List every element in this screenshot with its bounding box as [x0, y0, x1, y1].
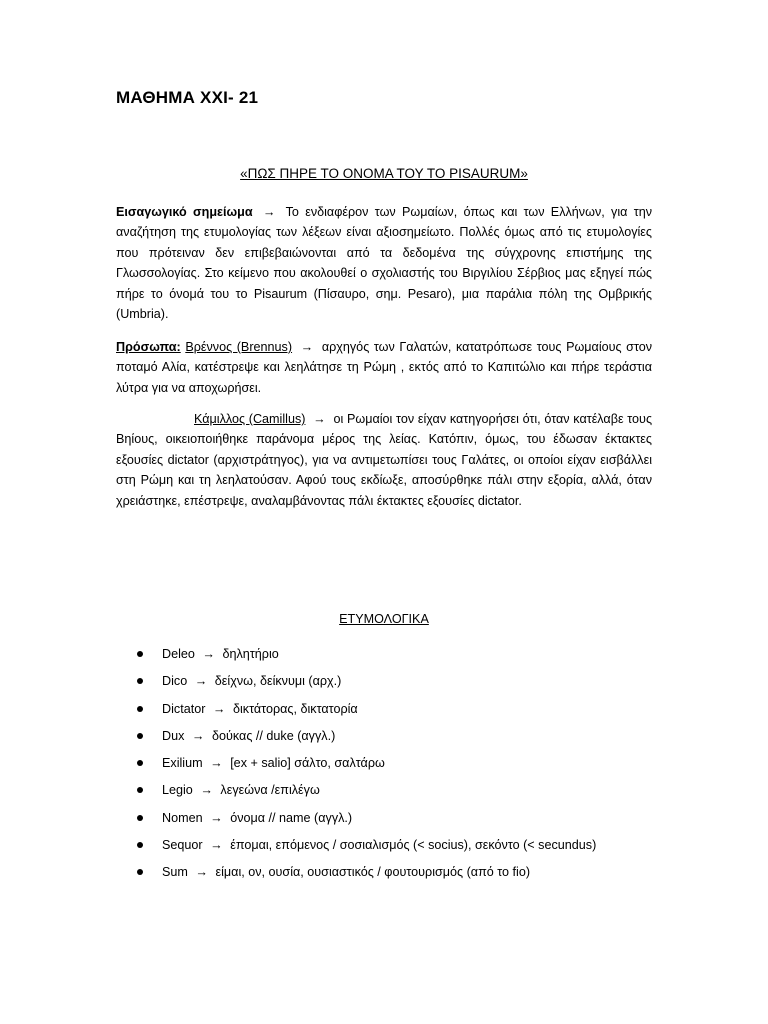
- bullet-icon: [137, 678, 143, 684]
- bullet-icon: [137, 842, 143, 848]
- arrow-icon: →: [194, 674, 208, 689]
- latin-word: Exilium: [162, 756, 203, 771]
- list-item: [116, 699, 652, 726]
- list-item: [116, 644, 652, 671]
- greek-derivatives: δούκας // duke (αγγλ.): [212, 728, 336, 743]
- arrow-icon: →: [200, 783, 213, 798]
- camillus-name: Κάμιλλος (Camillus): [194, 412, 306, 426]
- latin-word: Dico: [162, 674, 188, 689]
- bullet-icon: [137, 869, 143, 875]
- greek-derivatives: είμαι, ον, ουσία, ουσιαστικός / φουτουρισμός (από το fio): [215, 865, 531, 880]
- camillus-text: οι Ρωμαίοι τον είχαν κατηγορήσει ότι, όταν κατέλαβε τους Βηίους, οικειοποιήθηκε παράνομα μέρος της λείας. Κατόπιν, όμως, του έδωσαν έκτακτες εξουσίες dictator (αρχιστράτηγος), για να αντιμετωπίσει τους Γαλάτες, οι οποίοι είχαν εισβάλλει στη Ρώμη και τη λεηλατούσαν. Αφού τους εκδίωξε, αποσύρθηκε πάλι στην εξορία, αλλά, όταν χρειάστηκε, επέστρεψε, αναλαμβάνοντας πάλι έκτακτες εξουσίες dictator.: [116, 412, 653, 508]
- brennus-paragraph: [116, 337, 652, 398]
- bullet-icon: [137, 733, 143, 739]
- arrow-icon: →: [313, 412, 326, 426]
- greek-derivatives: έπομαι, επόμενος / σοσιαλισμός (< socius), σεκόντο (< secundus): [230, 838, 597, 853]
- bullet-icon: [137, 760, 143, 766]
- brennus-text: αρχηγός των Γαλατών, κατατρόπωσε τους Ρωμαίους στον ποταμό Αλία, κατέστρεψε και λεηλάτησε τη Ρώμη , εκτός από το Καπιτώλιο και πήρε τεράστια λύτρα για να αποχωρήσει.: [116, 340, 653, 395]
- latin-word: Nomen: [162, 810, 203, 825]
- latin-word: Dux: [162, 728, 185, 743]
- document-title: «ΠΩΣ ΠΗΡΕ ΤΟ ΟΝΟΜΑ ΤΟΥ ΤΟ PISAURUM»: [240, 166, 528, 181]
- lesson-heading: ΜΑΘΗΜΑ XXI- 21: [116, 88, 259, 107]
- greek-derivatives: δείχνω, δείκνυμι (αρχ.): [214, 674, 342, 689]
- list-item: [116, 808, 652, 835]
- intro-paragraph: [116, 202, 652, 324]
- arrow-icon: →: [191, 728, 205, 743]
- arrow-icon: →: [202, 647, 215, 661]
- bullet-icon: [137, 815, 143, 821]
- list-item: [116, 726, 652, 753]
- latin-word: Deleo: [162, 647, 195, 661]
- list-item: [116, 835, 652, 862]
- intro-text: Το ενδιαφέρον των Ρωμαίων, όπως και των Ελλήνων, για την αναζήτηση της ετυμολογίας των λέξεων είναι αξιοσημείωτο. Πολλές όμως από τις ετυμολογίες που πρότειναν δεν επιβεβαιώνονται από τα δεδομένα της σύγχρονης επιστήμης της Γλωσσολογίας. Στο κείμενο που ακολουθεί ο σχολιαστής του Βιργιλίου Σέρβιος μας εξηγεί πώς πήρε το όνομά του το Pisaurum (Πίσαυρο, σημ. Pesaro), μια παράλια πόλη της Ομβρικής (Umbria).: [116, 205, 653, 322]
- bullet-icon: [137, 706, 143, 712]
- etymology-title: ΕΤΥΜΟΛΟΓΙΚΑ: [339, 612, 429, 626]
- arrow-icon: →: [300, 340, 314, 354]
- arrow-icon: →: [195, 865, 208, 880]
- intro-label: Εισαγωγικό σημείωμα: [116, 205, 253, 219]
- greek-derivatives: λεγεώνα /επιλέγω: [220, 783, 320, 798]
- list-item: [116, 671, 652, 698]
- latin-word: Dictator: [162, 701, 206, 716]
- arrow-icon: →: [212, 701, 226, 716]
- greek-derivatives: [ex + salio] σάλτο, σαλτάρω: [230, 756, 385, 771]
- latin-word: Legio: [162, 783, 193, 798]
- camillus-paragraph: [116, 409, 652, 511]
- list-item: [116, 753, 652, 780]
- latin-word: Sum: [162, 865, 188, 880]
- persons-label: Πρόσωπα:: [116, 340, 181, 354]
- greek-derivatives: δικτάτορας, δικτατορία: [232, 701, 358, 716]
- arrow-icon: →: [262, 205, 276, 219]
- arrow-icon: →: [210, 810, 223, 825]
- greek-derivatives: δηλητήριο: [222, 647, 279, 661]
- bullet-icon: [137, 651, 143, 657]
- bullet-icon: [137, 787, 143, 793]
- etymology-list: [116, 644, 652, 890]
- arrow-icon: →: [210, 838, 223, 853]
- arrow-icon: →: [210, 756, 223, 771]
- greek-derivatives: όνομα // name (αγγλ.): [230, 810, 353, 825]
- latin-word: Sequor: [162, 838, 203, 853]
- brennus-name: Βρέννος (Brennus): [185, 340, 293, 354]
- list-item: [116, 862, 652, 889]
- list-item: [116, 780, 652, 807]
